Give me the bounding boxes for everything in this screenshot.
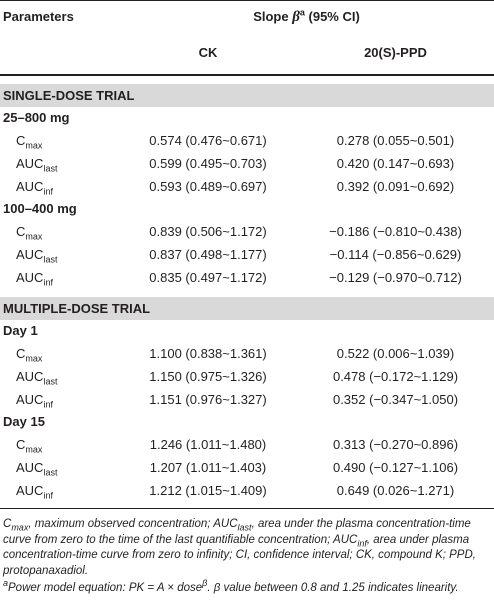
ppd-value-cell: 0.478 (−0.172~1.129) <box>332 368 459 384</box>
ppd-value-cell: 0.490 (−0.127~1.106) <box>332 459 459 475</box>
ppd-value-cell: 0.522 (0.006~1.039) <box>336 345 455 361</box>
parameter-base: AUC <box>16 269 44 285</box>
ck-value-cell: 1.212 (1.015~1.409) <box>149 482 267 498</box>
parameter-subscript: inf <box>43 277 53 288</box>
ppd-value-cell: −0.186 (−0.810~0.438) <box>329 223 462 239</box>
header-blank <box>0 32 119 75</box>
ck-value-cell: 0.574 (0.476~0.671) <box>149 132 267 148</box>
section-title: MULTIPLE-DOSE TRIAL <box>0 297 494 320</box>
section-title: SINGLE-DOSE TRIAL <box>0 84 494 107</box>
slope-header <box>119 1 494 33</box>
ppd-value-cell: 0.392 (0.091~0.692) <box>336 178 455 194</box>
parameter-cell <box>0 388 119 411</box>
dose-group-label: Day 1 <box>3 323 38 338</box>
parameter-cell <box>0 129 119 152</box>
ppd-value-cell: 0.420 (0.147~0.693) <box>336 155 455 171</box>
parameter-subscript: inf <box>43 399 53 410</box>
dose-group-label: 25–800 mg <box>3 110 70 125</box>
power-model-footnote: $^a$Power model equation: PK = A × dose$^\beta$. β value between 0.8 and 1.25 indicates linearity. <box>3 578 459 594</box>
dose-group-label: Day 15 <box>3 414 45 429</box>
parameter-subscript: max <box>25 231 43 242</box>
parameter-base: C <box>16 345 26 361</box>
dose-group-label: 100–400 mg <box>3 201 77 216</box>
ppd-value-cell: −0.129 (−0.970~0.712) <box>329 269 462 285</box>
parameter-base: AUC <box>16 459 44 475</box>
ck-value-cell: 1.246 (1.011~1.480) <box>149 436 267 452</box>
parameter-base: AUC <box>16 246 44 262</box>
table-footnotes <box>0 508 494 597</box>
parameter-cell <box>0 342 119 365</box>
table-body <box>0 75 494 508</box>
parameter-cell <box>0 456 119 479</box>
parameter-cell <box>0 175 119 198</box>
parameter-subscript: max <box>25 353 43 364</box>
ck-value-cell: 1.150 (0.975~1.326) <box>149 368 267 384</box>
table-row <box>0 479 494 502</box>
table-row <box>0 365 494 388</box>
slope-header-post: (95% CI) <box>304 8 360 24</box>
ck-column-header: CK <box>119 32 297 75</box>
ck-value-cell: 0.599 (0.495~0.703) <box>149 155 267 171</box>
ppd-column-header: 20(S)-PPD <box>297 32 494 75</box>
table-row <box>0 433 494 456</box>
parameter-subscript: inf <box>43 490 53 501</box>
ck-value-cell: 0.839 (0.506~1.172) <box>149 223 267 239</box>
table-row <box>0 175 494 198</box>
table-row <box>0 129 494 152</box>
parameter-base: C <box>16 223 26 239</box>
parameter-base: C <box>16 436 26 452</box>
parameter-subscript: inf <box>43 186 53 197</box>
parameter-subscript: max <box>25 444 43 455</box>
table-row <box>0 342 494 365</box>
parameter-cell <box>0 365 119 388</box>
ppd-value-cell: 0.278 (0.055~0.501) <box>336 132 455 148</box>
parameter-subscript: max <box>25 140 43 151</box>
parameter-cell <box>0 220 119 243</box>
ck-value-cell: 0.593 (0.489~0.697) <box>149 178 267 194</box>
parameter-base: AUC <box>16 391 44 407</box>
ck-value-cell: 1.100 (0.838~1.361) <box>149 345 267 361</box>
parameter-subscript: last <box>43 163 58 174</box>
parameter-base: AUC <box>16 155 44 171</box>
ck-value-cell: 1.207 (1.011~1.403) <box>149 459 267 475</box>
parameter-base: AUC <box>16 178 44 194</box>
parameter-base: C <box>16 132 26 148</box>
table-row <box>0 388 494 411</box>
ck-value-cell: 1.151 (0.976~1.327) <box>149 391 267 407</box>
table-row <box>0 266 494 289</box>
parameter-cell <box>0 243 119 266</box>
parameter-base: AUC <box>16 368 44 384</box>
ppd-value-cell: 0.649 (0.026~1.271) <box>336 482 455 498</box>
ck-value-cell: 0.835 (0.497~1.172) <box>149 269 267 285</box>
table-row <box>0 456 494 479</box>
abbreviation-footnote: $C_{max}$, maximum observed concentration; $AUC_{last}$, area under the plasma concentration-time curve from zero to the time of the last quantifiable concentration; $AUC_{inf}$, area under plasma concentration-time curve from zero to infinity; CI, confidence interval; CK, compound K; PPD, protopanaxadiol. <box>3 518 476 577</box>
table-row <box>0 152 494 175</box>
parameter-base: AUC <box>16 482 44 498</box>
table-row <box>0 243 494 266</box>
ppd-value-cell: 0.352 (−0.347~1.050) <box>332 391 459 407</box>
table-row <box>0 220 494 243</box>
parameter-cell <box>0 479 119 502</box>
parameter-subscript: last <box>43 376 58 387</box>
ppd-value-cell: 0.313 (−0.270~0.896) <box>332 436 459 452</box>
parameter-cell <box>0 433 119 456</box>
ck-value-cell: 0.837 (0.498~1.177) <box>149 246 267 262</box>
parameter-cell <box>0 152 119 175</box>
parameter-subscript: last <box>43 467 58 478</box>
slope-header-pre: Slope <box>253 8 293 24</box>
parameters-header: Parameters <box>3 8 74 24</box>
slope-beta-symbol: β <box>292 8 300 25</box>
parameter-subscript: last <box>43 254 58 265</box>
ppd-value-cell: −0.114 (−0.856~0.629) <box>329 246 462 262</box>
slope-footnote-mark: a <box>299 7 305 18</box>
parameter-cell <box>0 266 119 289</box>
